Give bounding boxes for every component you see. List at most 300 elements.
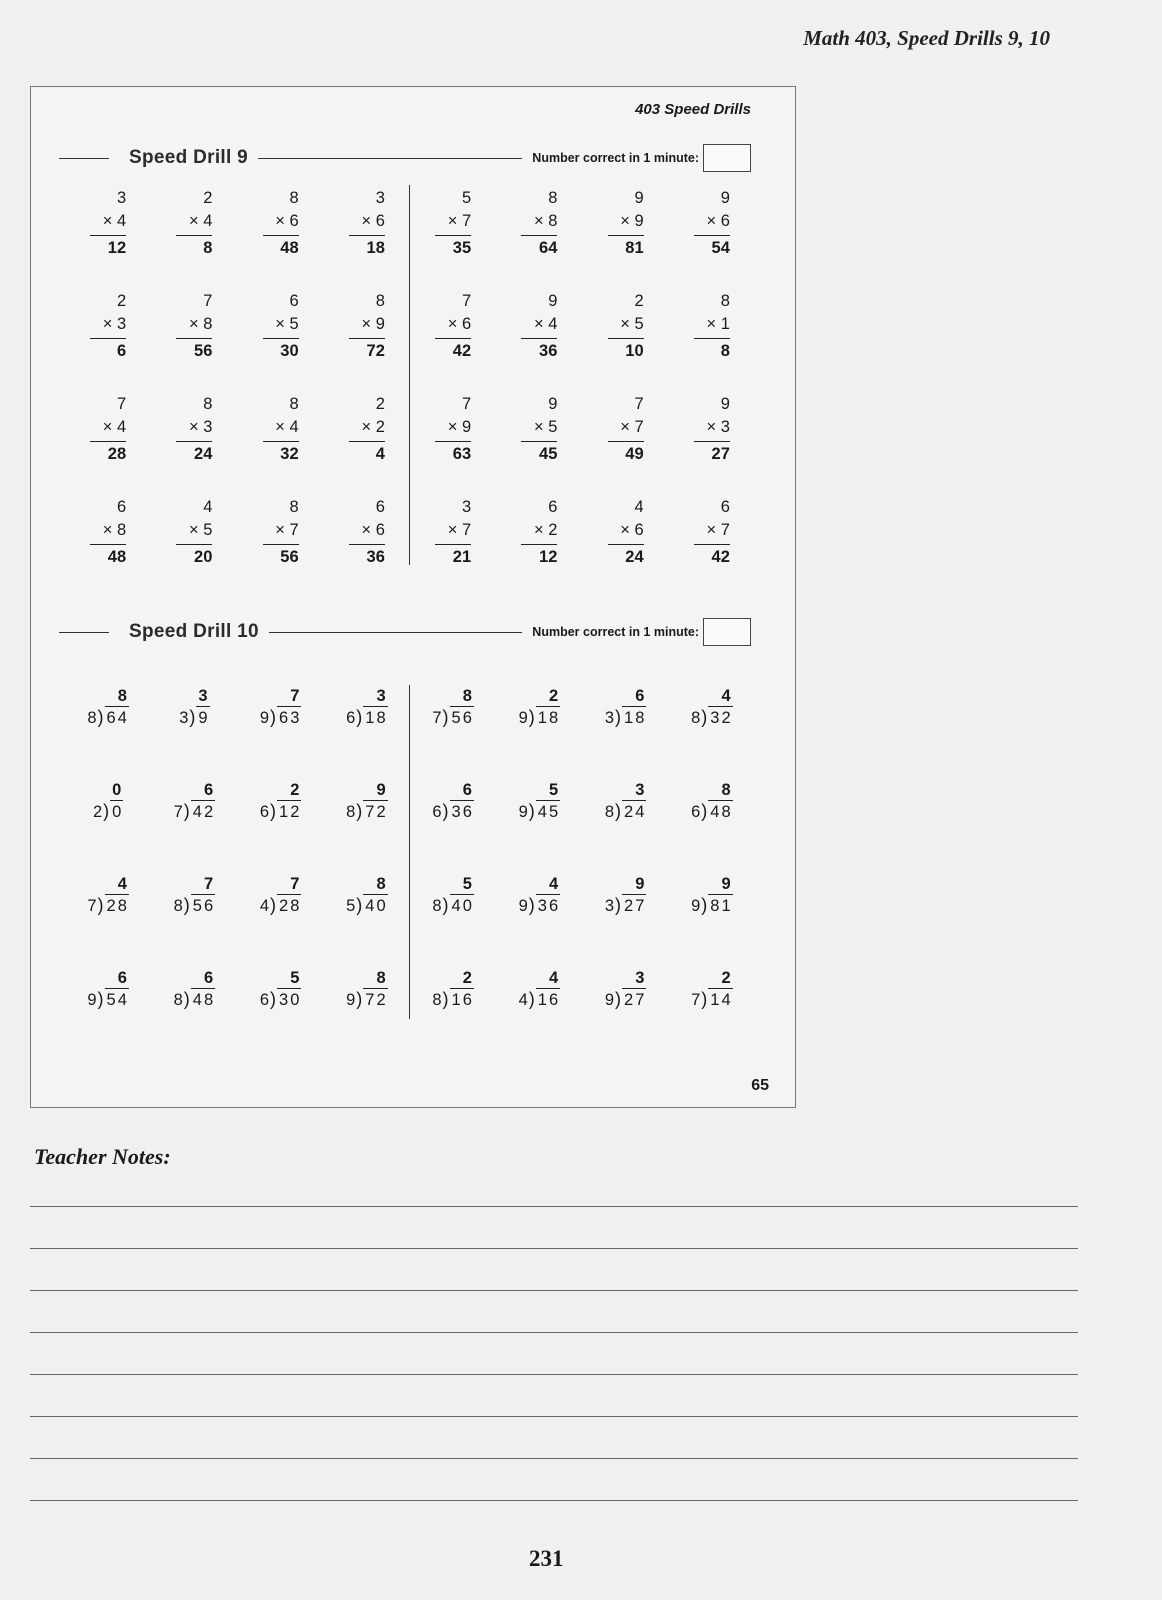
dividend: 45 bbox=[536, 800, 560, 823]
product-answer: 63 bbox=[452, 445, 472, 463]
product-answer: 21 bbox=[452, 548, 472, 566]
dividend: 16 bbox=[536, 988, 560, 1011]
multiplicand: 6 bbox=[720, 498, 730, 516]
division-bracket-icon: ) bbox=[356, 895, 363, 915]
product-answer: 4 bbox=[375, 445, 385, 463]
answer-bar bbox=[435, 338, 471, 339]
division-problem bbox=[324, 969, 410, 1063]
multiplication-problem bbox=[669, 496, 755, 599]
division-row bbox=[519, 800, 561, 824]
division-bracket-icon: ) bbox=[701, 989, 708, 1009]
multiplier: × 6 bbox=[620, 521, 644, 539]
division-row bbox=[605, 988, 647, 1012]
multiplier: × 7 bbox=[275, 521, 299, 539]
problem-stack bbox=[608, 393, 644, 496]
multiplication-problem bbox=[410, 290, 496, 393]
multiplicand: 9 bbox=[720, 189, 730, 207]
multiplication-problem bbox=[324, 393, 410, 496]
divisor: 2 bbox=[92, 803, 103, 821]
dividend: 72 bbox=[363, 800, 387, 823]
multiplication-problem bbox=[151, 187, 237, 290]
problem-stack bbox=[174, 875, 216, 969]
multiplicand: 5 bbox=[461, 189, 472, 207]
multiplier: × 6 bbox=[447, 315, 472, 333]
division-row bbox=[432, 894, 474, 918]
answer-bar bbox=[263, 544, 299, 545]
problem-stack bbox=[174, 969, 216, 1063]
product-answer: 6 bbox=[116, 342, 127, 360]
problem-stack bbox=[435, 393, 471, 496]
division-problem bbox=[65, 969, 151, 1063]
division-bracket-icon: ) bbox=[701, 895, 708, 915]
division-row bbox=[691, 988, 733, 1012]
header-rule bbox=[59, 158, 109, 159]
note-line bbox=[30, 1332, 1078, 1333]
problem-stack bbox=[90, 393, 126, 496]
multiplication-problem bbox=[583, 290, 669, 393]
divisor: 8 bbox=[432, 897, 442, 915]
dividend: 40 bbox=[363, 894, 387, 917]
division-bracket-icon: ) bbox=[270, 989, 277, 1009]
problem-stack bbox=[435, 290, 471, 393]
division-problem bbox=[238, 875, 324, 969]
quotient-answer: 9 bbox=[376, 781, 386, 799]
problem-stack bbox=[691, 969, 733, 1063]
product-answer: 24 bbox=[625, 548, 644, 566]
multiplicand: 9 bbox=[548, 292, 558, 310]
page-header: Math 403, Speed Drills 9, 10 bbox=[803, 26, 1050, 50]
problem-stack bbox=[608, 496, 644, 599]
problem-stack bbox=[605, 781, 647, 875]
multiplication-problem bbox=[238, 393, 324, 496]
problem-stack bbox=[174, 781, 216, 875]
quotient-answer: 7 bbox=[290, 875, 300, 893]
problem-stack bbox=[432, 969, 474, 1063]
multiplication-problem bbox=[65, 290, 151, 393]
division-row bbox=[260, 988, 302, 1012]
worksheet-inset bbox=[30, 86, 796, 1108]
multiplier: × 5 bbox=[533, 418, 558, 436]
division-bracket-icon: ) bbox=[356, 801, 363, 821]
dividend: 64 bbox=[105, 706, 129, 729]
drill10-divider bbox=[409, 685, 410, 1019]
answer-bar bbox=[349, 235, 385, 236]
multiplicand: 7 bbox=[203, 292, 213, 310]
problem-stack bbox=[435, 496, 471, 599]
divisor: 9 bbox=[518, 803, 528, 821]
problem-stack bbox=[87, 969, 129, 1063]
product-answer: 28 bbox=[107, 445, 127, 463]
problem-stack bbox=[608, 290, 644, 393]
multiplicand: 3 bbox=[461, 498, 472, 516]
division-problem bbox=[669, 969, 755, 1063]
product-answer: 81 bbox=[625, 239, 644, 257]
multiplicand: 3 bbox=[375, 189, 385, 207]
multiplier: × 7 bbox=[620, 418, 644, 436]
division-bracket-icon: ) bbox=[356, 707, 363, 727]
divisor: 7 bbox=[691, 991, 701, 1009]
multiplier: × 3 bbox=[102, 315, 127, 333]
divisor: 9 bbox=[346, 991, 356, 1009]
multiplication-problem bbox=[324, 290, 410, 393]
problem-stack bbox=[605, 875, 647, 969]
dividend: 56 bbox=[191, 894, 215, 917]
division-bracket-icon: ) bbox=[701, 801, 708, 821]
quotient-answer: 6 bbox=[117, 969, 127, 987]
divisor: 9 bbox=[87, 991, 97, 1009]
multiplication-problem bbox=[583, 187, 669, 290]
quotient-answer: 2 bbox=[290, 781, 300, 799]
problem-stack bbox=[349, 496, 385, 599]
problem-stack bbox=[346, 781, 388, 875]
product-answer: 49 bbox=[625, 445, 644, 463]
problem-stack bbox=[694, 187, 730, 290]
answer-bar bbox=[694, 235, 730, 236]
problem-stack bbox=[691, 781, 733, 875]
multiplication-problem bbox=[324, 496, 410, 599]
division-bracket-icon: ) bbox=[615, 707, 622, 727]
multiplier: × 6 bbox=[361, 212, 385, 230]
multiplier: × 8 bbox=[102, 521, 127, 539]
division-problem bbox=[65, 875, 151, 969]
drill9-number-correct-label: Number correct in 1 minute: bbox=[532, 151, 699, 165]
problem-stack bbox=[346, 969, 388, 1063]
division-problem bbox=[496, 969, 582, 1063]
division-bracket-icon: ) bbox=[183, 895, 190, 915]
product-answer: 27 bbox=[711, 445, 730, 463]
problem-stack bbox=[349, 290, 385, 393]
divisor: 8 bbox=[173, 991, 183, 1009]
product-answer: 56 bbox=[194, 342, 213, 360]
product-answer: 12 bbox=[107, 239, 127, 257]
problem-stack bbox=[349, 393, 385, 496]
answer-bar bbox=[263, 235, 299, 236]
quotient-answer: 2 bbox=[548, 687, 559, 705]
multiplicand: 7 bbox=[116, 395, 127, 413]
problem-stack bbox=[694, 290, 730, 393]
dividend: 42 bbox=[191, 800, 215, 823]
drill9-header bbox=[59, 143, 751, 173]
division-problem bbox=[496, 875, 582, 969]
division-row bbox=[605, 894, 647, 918]
multiplication-problem bbox=[496, 187, 582, 290]
dividend: 18 bbox=[622, 706, 646, 729]
quotient-answer: 8 bbox=[376, 969, 386, 987]
division-problem bbox=[151, 687, 237, 781]
multiplicand: 2 bbox=[203, 189, 213, 207]
product-answer: 45 bbox=[539, 445, 558, 463]
division-row bbox=[346, 894, 388, 918]
divisor: 6 bbox=[346, 709, 356, 727]
problem-stack bbox=[521, 496, 557, 599]
quotient-answer: 8 bbox=[117, 687, 127, 705]
answer-bar bbox=[435, 544, 471, 545]
problem-stack bbox=[260, 969, 302, 1063]
quotient-answer: 4 bbox=[721, 687, 731, 705]
problem-stack bbox=[435, 187, 471, 290]
problem-stack bbox=[521, 187, 557, 290]
division-bracket-icon: ) bbox=[270, 707, 277, 727]
drill10-score-box[interactable] bbox=[703, 618, 751, 646]
problem-stack bbox=[176, 496, 212, 599]
division-row bbox=[260, 706, 302, 730]
product-answer: 42 bbox=[711, 548, 730, 566]
multiplier: × 7 bbox=[706, 521, 730, 539]
division-bracket-icon: ) bbox=[442, 895, 449, 915]
multiplier: × 4 bbox=[533, 315, 558, 333]
multiplicand: 6 bbox=[375, 498, 385, 516]
division-row bbox=[87, 706, 129, 730]
multiplicand: 8 bbox=[203, 395, 213, 413]
division-row bbox=[691, 706, 733, 730]
drill10-header bbox=[59, 617, 751, 647]
problem-stack bbox=[608, 187, 644, 290]
division-problem bbox=[669, 875, 755, 969]
product-answer: 54 bbox=[711, 239, 730, 257]
product-answer: 64 bbox=[539, 239, 558, 257]
problem-stack bbox=[605, 687, 647, 781]
multiplicand: 8 bbox=[289, 189, 299, 207]
division-bracket-icon: ) bbox=[442, 989, 449, 1009]
answer-bar bbox=[263, 441, 299, 442]
problem-stack bbox=[263, 187, 299, 290]
answer-bar bbox=[90, 441, 126, 442]
note-line bbox=[30, 1206, 1078, 1207]
division-row bbox=[346, 988, 388, 1012]
division-problem bbox=[410, 687, 496, 781]
multiplicand: 9 bbox=[548, 395, 558, 413]
division-row bbox=[605, 800, 647, 824]
division-bracket-icon: ) bbox=[183, 801, 190, 821]
dividend: 63 bbox=[277, 706, 301, 729]
multiplication-problem bbox=[496, 393, 582, 496]
divisor: 8 bbox=[87, 709, 97, 727]
division-problem bbox=[583, 969, 669, 1063]
quotient-answer: 6 bbox=[462, 781, 472, 799]
header-rule bbox=[59, 632, 109, 633]
division-row bbox=[179, 706, 209, 730]
quotient-answer: 5 bbox=[548, 781, 559, 799]
product-answer: 48 bbox=[280, 239, 299, 257]
multiplication-problem bbox=[410, 187, 496, 290]
multiplication-problem bbox=[410, 393, 496, 496]
answer-bar bbox=[435, 441, 471, 442]
drill9-score-box[interactable] bbox=[703, 144, 751, 172]
divisor: 3 bbox=[604, 709, 615, 727]
header-rule bbox=[258, 158, 522, 159]
product-answer: 32 bbox=[280, 445, 299, 463]
quotient-answer: 4 bbox=[548, 969, 559, 987]
problem-stack bbox=[260, 875, 302, 969]
division-problem bbox=[324, 875, 410, 969]
multiplier: × 8 bbox=[188, 315, 213, 333]
answer-bar bbox=[176, 235, 212, 236]
multiplier: × 2 bbox=[361, 418, 385, 436]
divisor: 3 bbox=[179, 709, 189, 727]
answer-bar bbox=[263, 338, 299, 339]
answer-bar bbox=[435, 235, 471, 236]
division-bracket-icon: ) bbox=[97, 895, 104, 915]
multiplication-problem bbox=[410, 496, 496, 599]
product-answer: 42 bbox=[452, 342, 472, 360]
multiplicand: 9 bbox=[720, 395, 730, 413]
multiplier: × 9 bbox=[447, 418, 472, 436]
dividend: 28 bbox=[277, 894, 301, 917]
dividend: 40 bbox=[450, 894, 474, 917]
problem-stack bbox=[521, 393, 557, 496]
division-row bbox=[519, 988, 561, 1012]
multiplier: × 6 bbox=[361, 521, 385, 539]
division-bracket-icon: ) bbox=[442, 801, 449, 821]
multiplier: × 3 bbox=[706, 418, 730, 436]
multiplier: × 4 bbox=[188, 212, 213, 230]
multiplicand: 4 bbox=[203, 498, 213, 516]
divisor: 7 bbox=[87, 897, 97, 915]
division-row bbox=[346, 800, 388, 824]
multiplication-problem bbox=[583, 496, 669, 599]
answer-bar bbox=[608, 235, 644, 236]
division-problem bbox=[583, 781, 669, 875]
division-row bbox=[691, 894, 733, 918]
problem-stack bbox=[176, 393, 212, 496]
drill10-number-correct-label: Number correct in 1 minute: bbox=[532, 625, 699, 639]
page-number: 231 bbox=[529, 1546, 564, 1571]
divisor: 8 bbox=[346, 803, 356, 821]
problem-stack bbox=[519, 687, 561, 781]
product-answer: 20 bbox=[194, 548, 213, 566]
division-bracket-icon: ) bbox=[528, 801, 535, 821]
multiplicand: 7 bbox=[461, 292, 472, 310]
multiplication-problem bbox=[238, 496, 324, 599]
division-row bbox=[174, 894, 216, 918]
division-bracket-icon: ) bbox=[103, 801, 110, 821]
multiplication-problem bbox=[65, 393, 151, 496]
division-problem bbox=[151, 969, 237, 1063]
teacher-notes-label: Teacher Notes: bbox=[34, 1144, 171, 1169]
problem-stack bbox=[519, 781, 561, 875]
division-problem bbox=[238, 781, 324, 875]
multiplier: × 3 bbox=[188, 418, 213, 436]
quotient-answer: 7 bbox=[203, 875, 214, 893]
problem-stack bbox=[90, 496, 126, 599]
problem-stack bbox=[176, 290, 212, 393]
answer-bar bbox=[608, 441, 644, 442]
division-problem bbox=[151, 781, 237, 875]
multiplicand: 3 bbox=[116, 189, 127, 207]
multiplier: × 2 bbox=[533, 521, 558, 539]
product-answer: 36 bbox=[539, 342, 558, 360]
division-bracket-icon: ) bbox=[442, 707, 449, 727]
problem-stack bbox=[90, 187, 126, 290]
answer-bar bbox=[608, 544, 644, 545]
divisor: 6 bbox=[259, 803, 270, 821]
problem-stack bbox=[691, 875, 733, 969]
multiplicand: 8 bbox=[289, 498, 299, 516]
dividend: 48 bbox=[708, 800, 732, 823]
multiplication-problem bbox=[669, 290, 755, 393]
product-answer: 30 bbox=[280, 342, 299, 360]
problem-stack bbox=[694, 496, 730, 599]
product-answer: 36 bbox=[366, 548, 385, 566]
problem-stack bbox=[519, 969, 561, 1063]
quotient-answer: 5 bbox=[462, 875, 472, 893]
answer-bar bbox=[521, 441, 557, 442]
problem-stack bbox=[176, 187, 212, 290]
problem-stack bbox=[432, 875, 474, 969]
multiplier: × 9 bbox=[361, 315, 385, 333]
product-answer: 24 bbox=[194, 445, 213, 463]
divisor: 9 bbox=[259, 709, 270, 727]
division-row bbox=[174, 988, 216, 1012]
dividend: 27 bbox=[622, 894, 646, 917]
dividend: 12 bbox=[277, 800, 301, 823]
division-row bbox=[260, 800, 302, 824]
division-problem bbox=[238, 687, 324, 781]
multiplicand: 8 bbox=[289, 395, 299, 413]
multiplicand: 6 bbox=[289, 292, 299, 310]
dividend: 54 bbox=[105, 988, 129, 1011]
multiplier: × 5 bbox=[188, 521, 213, 539]
divisor: 4 bbox=[259, 897, 270, 915]
answer-bar bbox=[694, 544, 730, 545]
division-row bbox=[691, 800, 733, 824]
multiplier: × 7 bbox=[447, 212, 472, 230]
dividend: 72 bbox=[363, 988, 387, 1011]
division-row bbox=[87, 988, 129, 1012]
multiplicand: 6 bbox=[116, 498, 127, 516]
problem-stack bbox=[263, 393, 299, 496]
note-line bbox=[30, 1500, 1078, 1501]
divisor: 9 bbox=[518, 897, 528, 915]
division-bracket-icon: ) bbox=[615, 801, 622, 821]
problem-stack bbox=[87, 687, 129, 781]
division-bracket-icon: ) bbox=[97, 989, 104, 1009]
divisor: 9 bbox=[518, 709, 528, 727]
division-row bbox=[605, 706, 647, 730]
header-rule bbox=[269, 632, 522, 633]
multiplication-problem bbox=[324, 187, 410, 290]
quotient-answer: 3 bbox=[376, 687, 386, 705]
divisor: 3 bbox=[604, 897, 615, 915]
note-line bbox=[30, 1416, 1078, 1417]
division-problem bbox=[324, 781, 410, 875]
product-answer: 56 bbox=[280, 548, 299, 566]
division-row bbox=[432, 988, 474, 1012]
multiplicand: 2 bbox=[634, 292, 644, 310]
dividend: 9 bbox=[196, 706, 209, 729]
multiplicand: 8 bbox=[375, 292, 385, 310]
inset-title: 403 Speed Drills bbox=[635, 101, 751, 118]
multiplier: × 6 bbox=[275, 212, 299, 230]
multiplicand: 8 bbox=[548, 189, 558, 207]
multiplicand: 9 bbox=[634, 189, 644, 207]
division-row bbox=[260, 894, 302, 918]
answer-bar bbox=[694, 338, 730, 339]
multiplier: × 4 bbox=[102, 418, 127, 436]
division-row bbox=[346, 706, 388, 730]
drill9-divider bbox=[409, 185, 410, 565]
problem-stack bbox=[691, 687, 733, 781]
product-answer: 8 bbox=[203, 239, 213, 257]
multiplier: × 6 bbox=[706, 212, 730, 230]
dividend: 16 bbox=[450, 988, 474, 1011]
quotient-answer: 4 bbox=[548, 875, 559, 893]
product-answer: 35 bbox=[452, 239, 472, 257]
multiplier: × 5 bbox=[275, 315, 299, 333]
multiplication-problem bbox=[583, 393, 669, 496]
multiplicand: 7 bbox=[634, 395, 644, 413]
division-bracket-icon: ) bbox=[97, 707, 104, 727]
